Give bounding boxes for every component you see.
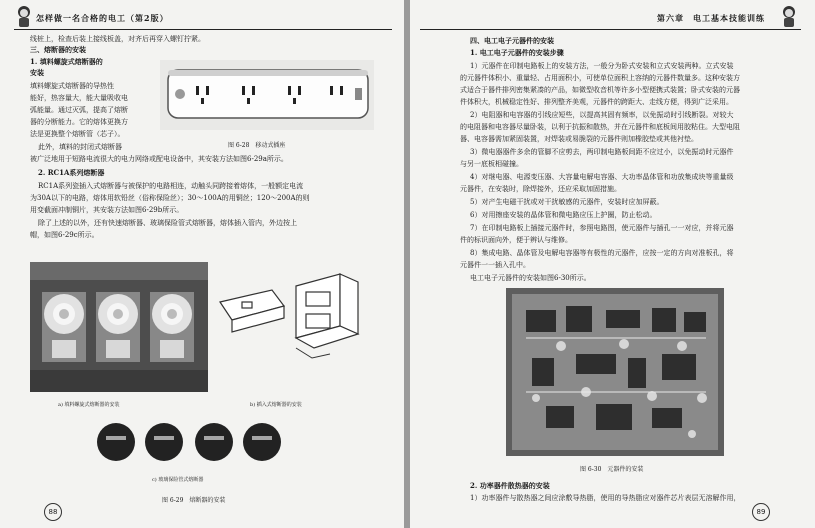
body-line: 此外，填料的封闭式熔断器	[38, 143, 122, 151]
body-line: 6）对用擦座安装的晶体管和微电路应压上护圈，防止松动。	[470, 211, 657, 219]
body-line: 式适合于器件排列密集紧凑的产品，如微型收音机等许多小型便携式装置；卧式安装的元器	[460, 86, 740, 94]
component-board-photo	[506, 288, 724, 456]
body-line: 电工电子元器件的安装如图6-30所示。	[470, 274, 591, 282]
body-line: 8）集成电路、晶体管及电解电容器等有极性的元器件，应按一定的方向对准板孔，将	[470, 249, 734, 257]
body-line: 能好，热容量大，能大量吸收电	[30, 94, 128, 102]
body-line: 的电阻器和电容器尽量卧装，以利于抗振和散热，并在元器件和底板间用胶粘住。大型电阻	[460, 123, 740, 131]
body-line: 件的标识面向外，便于辨认与维修。	[460, 236, 572, 244]
subsection-heading: 2. RC1A系列熔断器	[38, 168, 105, 177]
left-page	[0, 0, 404, 528]
page-number: 89	[752, 503, 770, 521]
subsection-heading: 1. 电工电子元器件的安装步骤	[470, 48, 564, 57]
figure-caption: 图 6-30 元器件的安装	[580, 466, 644, 473]
body-line: 元器件，在安装时，除焊接外，还应采取加固措施。	[460, 185, 621, 193]
mascot-icon	[779, 4, 799, 28]
body-line: 为30A以下的电路，熔体用软铅丝（俗称保险丝）；30～100A的用铜丝；120～200A的则	[30, 194, 310, 202]
body-line: 弧能量。通过灭弧，提高了熔断	[30, 106, 128, 114]
body-line: 元器件一一插入孔中。	[460, 261, 530, 269]
body-line: RC1A系列瓷插入式熔断器与被保护的电路相连，动触头同跨接着熔体，一般额定电流	[38, 182, 304, 190]
body-line: 器、电容器需加紧固装置，对焊装或易脆裂的元器件则加橡胶垫或其他衬垫。	[460, 135, 698, 143]
figure-caption: 图 6-28 移动式插座	[228, 142, 286, 149]
body-line: 线桩上，检查后装上接线板盖，对齐后再穿入螺钉拧紧。	[30, 35, 205, 43]
body-line: 被广泛地用于短路电流很大的电力网络或配电设备中，其安装方法如图6-29a所示。	[30, 155, 288, 163]
body-line: 器的分断能力。它的熔体更换方	[30, 118, 128, 126]
body-line: 4）对继电器、电源变压器、大容量电解电容器、大功率晶体管和功放集成块等重量级	[470, 173, 734, 181]
subfigure-label: c) 玻璃保险管式熔断器	[152, 477, 204, 483]
body-line: 用变截面冲制铜片，其安装方法如图6-29b所示。	[30, 206, 184, 214]
body-line: 1）元器件在印制电路板上的安装方法，一般分为卧式安装和立式安装两种。立式安装	[470, 62, 734, 70]
left-page-header	[14, 4, 392, 30]
body-line: 填料螺旋式熔断器的导热性	[30, 82, 114, 90]
subsection-heading-cont: 安装	[30, 68, 44, 77]
body-line: 法是更换整个熔断管（芯子）。	[30, 130, 125, 138]
body-line: 5）对产生电磁干扰或对干扰敏感的元器件，安装时应加屏蔽。	[470, 198, 664, 206]
insert-fuse-drawing	[212, 262, 372, 372]
mascot-icon	[14, 4, 34, 28]
body-line: 7）在印制电路板上插接元器件时，参照电路图，使元器件与插孔一一对应，并将元器	[470, 224, 734, 232]
subfigure-label: b) 插入式熔断器的安装	[250, 402, 302, 408]
body-line: 的元器件体积小、重量轻、占用面积小，可使单位面积上容纳的元器件数量多。这种安装方	[460, 74, 740, 82]
right-header-title: 第六章 电工基本技能训练	[657, 13, 765, 23]
page-number: 88	[44, 503, 62, 521]
figure-caption: 图 6-29 熔断器的安装	[162, 497, 226, 504]
right-page	[410, 0, 815, 528]
left-header-title: 怎样做一名合格的电工（第2版）	[36, 13, 169, 23]
body-line: 除了上述的以外，还有快速熔断器、玻璃保险管式熔断器，熔体插入管内，外边按上	[38, 219, 297, 227]
glass-fuse-photo	[92, 420, 288, 466]
body-line: 2）电阻器和电容器的引线应短些，以提高其固有频率，以免振动时引线断裂。对较大	[470, 111, 734, 119]
subsection-heading: 2. 功率器件散热器的安装	[470, 481, 550, 490]
body-line: 3）微电器器件多余的管脚不应剪去，两印制电路板间距不应过小，以免振动时元器件	[470, 148, 734, 156]
section-heading: 三、熔断器的安装	[30, 45, 86, 54]
body-line: 帽，如图6-29c所示。	[30, 231, 99, 239]
body-line: 件体积大，机械稳定性好、排列整齐美观，元器件的跨距大、走线方便，得到广泛采用。	[460, 98, 733, 106]
right-page-header	[420, 4, 801, 30]
body-line: 1）功率器件与散热器之间应涂敷导热脂，使用的导热脂应对器件芯片表层无溶解作用，	[470, 494, 741, 502]
subsection-heading: 1. 填料螺旋式熔断器的	[30, 57, 103, 66]
section-heading: 四、电工电子元器件的安装	[470, 36, 554, 45]
body-line: 与另一底板相碰撞。	[460, 160, 523, 168]
fuse-photo	[30, 262, 208, 392]
subfigure-label: a) 填料螺旋式熔断器的安装	[58, 402, 120, 408]
socket-photo	[160, 60, 374, 130]
